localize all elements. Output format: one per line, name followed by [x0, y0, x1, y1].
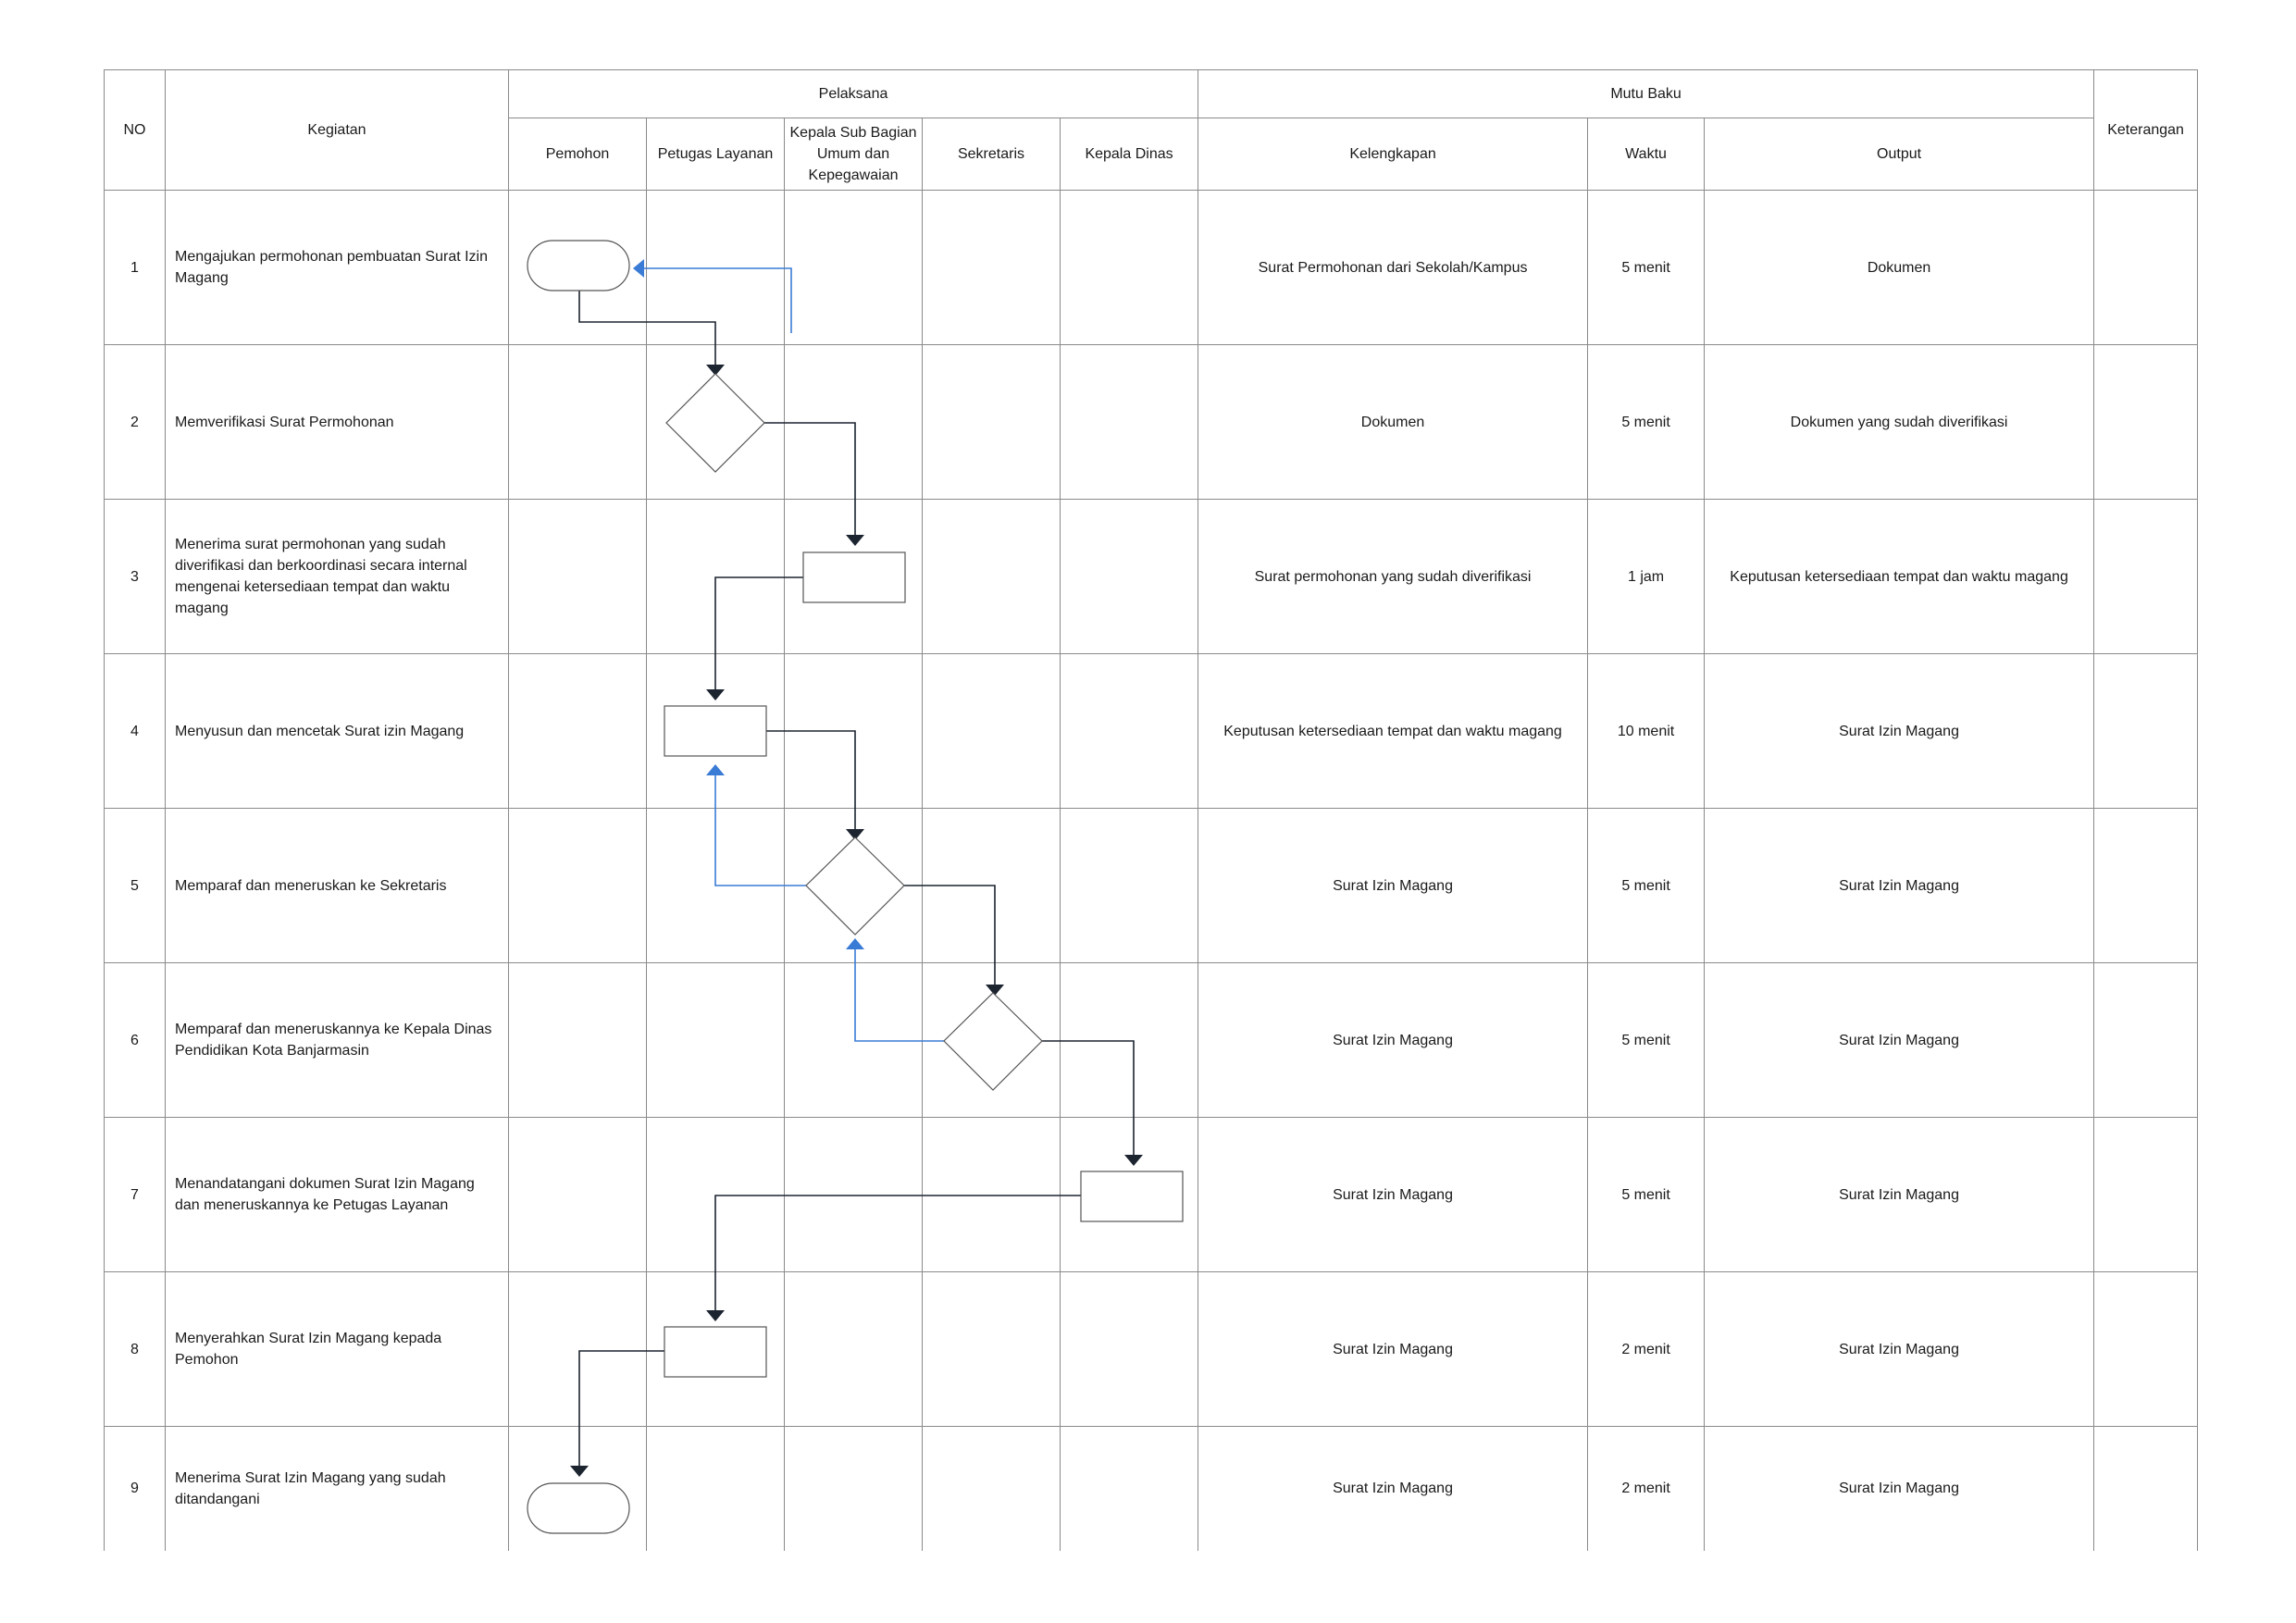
- row-notes: [2094, 1118, 2198, 1272]
- lane-cell: [509, 1427, 647, 1551]
- row-notes: [2094, 1272, 2198, 1427]
- row-activity: Memparaf dan meneruskannya ke Kepala Dinas Pendidikan Kota Banjarmasin: [166, 963, 509, 1118]
- row-activity: Menyerahkan Surat Izin Magang kepada Pemohon: [166, 1272, 509, 1427]
- lane-cell: [923, 191, 1061, 345]
- row-activity: Memparaf dan meneruskan ke Sekretaris: [166, 809, 509, 963]
- row-output: Surat Izin Magang: [1705, 654, 2094, 809]
- row-notes: [2094, 500, 2198, 654]
- lane-cell: [785, 345, 923, 500]
- row-activity: Menerima Surat Izin Magang yang sudah ditandangani: [166, 1427, 509, 1551]
- lane-cell: [647, 1427, 785, 1551]
- row-output: Dokumen yang sudah diverifikasi: [1705, 345, 2094, 500]
- lane-cell: [509, 345, 647, 500]
- row-notes: [2094, 963, 2198, 1118]
- header-activity: Kegiatan: [166, 70, 509, 191]
- row-time: 2 menit: [1588, 1427, 1705, 1551]
- row-no: 5: [105, 809, 166, 963]
- row-time: 2 menit: [1588, 1272, 1705, 1427]
- lane-cell: [923, 345, 1061, 500]
- row-completeness: Surat Izin Magang: [1198, 809, 1588, 963]
- row-output: Surat Izin Magang: [1705, 809, 2094, 963]
- lane-cell: [923, 1118, 1061, 1272]
- lane-cell: [785, 963, 923, 1118]
- table-row: [105, 1272, 2198, 1427]
- row-no: 2: [105, 345, 166, 500]
- lane-cell: [923, 1272, 1061, 1427]
- lane-cell: [647, 1118, 785, 1272]
- row-activity: Menandatangani dokumen Surat Izin Magang dan meneruskannya ke Petugas Layanan: [166, 1118, 509, 1272]
- row-completeness: Surat Izin Magang: [1198, 1272, 1588, 1427]
- row-output: Dokumen: [1705, 191, 2094, 345]
- lane-cell: [923, 654, 1061, 809]
- lane-cell: [1061, 809, 1198, 963]
- row-no: 9: [105, 1427, 166, 1551]
- table-row: [105, 654, 2198, 809]
- lane-cell: [785, 500, 923, 654]
- row-no: 4: [105, 654, 166, 809]
- row-completeness: Surat permohonan yang sudah diverifikasi: [1198, 500, 1588, 654]
- lane-cell: [1061, 654, 1198, 809]
- lane-cell: [1061, 1118, 1198, 1272]
- lane-cell: [1061, 345, 1198, 500]
- header-executors: Pelaksana: [509, 70, 1198, 118]
- lane-cell: [785, 1427, 923, 1551]
- row-output: Surat Izin Magang: [1705, 1427, 2094, 1551]
- lane-cell: [647, 1272, 785, 1427]
- row-notes: [2094, 1427, 2198, 1551]
- row-output: Surat Izin Magang: [1705, 963, 2094, 1118]
- lane-cell: [785, 191, 923, 345]
- row-notes: [2094, 345, 2198, 500]
- row-no: 3: [105, 500, 166, 654]
- row-no: 8: [105, 1272, 166, 1427]
- sop-table: [104, 69, 2198, 1551]
- row-output: Keputusan ketersediaan tempat dan waktu magang: [1705, 500, 2094, 654]
- lane-cell: [923, 500, 1061, 654]
- table-row: [105, 500, 2198, 654]
- table-row: [105, 1427, 2198, 1551]
- row-time: 5 menit: [1588, 809, 1705, 963]
- lane-cell: [647, 500, 785, 654]
- lane-cell: [923, 809, 1061, 963]
- row-time: 10 menit: [1588, 654, 1705, 809]
- row-time: 1 jam: [1588, 500, 1705, 654]
- row-no: 6: [105, 963, 166, 1118]
- row-output: Surat Izin Magang: [1705, 1272, 2094, 1427]
- lane-cell: [647, 809, 785, 963]
- lane-cell: [509, 1272, 647, 1427]
- lane-cell: [509, 1118, 647, 1272]
- lane-cell: [509, 500, 647, 654]
- header-kasubag: Kepala Sub Bagian Umum dan Kepegawaian: [785, 118, 923, 191]
- row-output: Surat Izin Magang: [1705, 1118, 2094, 1272]
- table-row: [105, 191, 2198, 345]
- lane-cell: [785, 1118, 923, 1272]
- lane-cell: [509, 809, 647, 963]
- table-row: [105, 345, 2198, 500]
- lane-cell: [509, 654, 647, 809]
- row-time: 5 menit: [1588, 345, 1705, 500]
- lane-cell: [509, 963, 647, 1118]
- lane-cell: [785, 1272, 923, 1427]
- row-completeness: Surat Izin Magang: [1198, 1118, 1588, 1272]
- table-row: [105, 963, 2198, 1118]
- lane-cell: [1061, 1272, 1198, 1427]
- row-completeness: Dokumen: [1198, 345, 1588, 500]
- lane-cell: [785, 654, 923, 809]
- lane-cell: [647, 654, 785, 809]
- lane-cell: [1061, 1427, 1198, 1551]
- header-petugas-layanan: Petugas Layanan: [647, 118, 785, 191]
- lane-cell: [647, 345, 785, 500]
- row-time: 5 menit: [1588, 1118, 1705, 1272]
- row-activity: Menyusun dan mencetak Surat izin Magang: [166, 654, 509, 809]
- row-completeness: Surat Permohonan dari Sekolah/Kampus: [1198, 191, 1588, 345]
- lane-cell: [647, 963, 785, 1118]
- header-sekretaris: Sekretaris: [923, 118, 1061, 191]
- row-completeness: Keputusan ketersediaan tempat dan waktu magang: [1198, 654, 1588, 809]
- lane-cell: [785, 809, 923, 963]
- row-no: 1: [105, 191, 166, 345]
- row-time: 5 menit: [1588, 963, 1705, 1118]
- row-completeness: Surat Izin Magang: [1198, 963, 1588, 1118]
- lane-cell: [923, 963, 1061, 1118]
- row-activity: Menerima surat permohonan yang sudah diverifikasi dan berkoordinasi secara internal mengenai ketersediaan tempat dan waktu magang: [166, 500, 509, 654]
- header-completeness: Kelengkapan: [1198, 118, 1588, 191]
- lane-cell: [1061, 500, 1198, 654]
- lane-cell: [923, 1427, 1061, 1551]
- lane-cell: [509, 191, 647, 345]
- header-output: Output: [1705, 118, 2094, 191]
- header-quality: Mutu Baku: [1198, 70, 2094, 118]
- header-no: NO: [105, 70, 166, 191]
- table-row: [105, 1118, 2198, 1272]
- lane-cell: [1061, 963, 1198, 1118]
- header-kepala-dinas: Kepala Dinas: [1061, 118, 1198, 191]
- row-notes: [2094, 654, 2198, 809]
- table-row: [105, 809, 2198, 963]
- lane-cell: [647, 191, 785, 345]
- header-notes: Keterangan: [2094, 70, 2198, 191]
- row-activity: Memverifikasi Surat Permohonan: [166, 345, 509, 500]
- header-pemohon: Pemohon: [509, 118, 647, 191]
- row-activity: Mengajukan permohonan pembuatan Surat Izin Magang: [166, 191, 509, 345]
- row-notes: [2094, 809, 2198, 963]
- row-no: 7: [105, 1118, 166, 1272]
- header-time: Waktu: [1588, 118, 1705, 191]
- row-completeness: Surat Izin Magang: [1198, 1427, 1588, 1551]
- row-notes: [2094, 191, 2198, 345]
- lane-cell: [1061, 191, 1198, 345]
- row-time: 5 menit: [1588, 191, 1705, 345]
